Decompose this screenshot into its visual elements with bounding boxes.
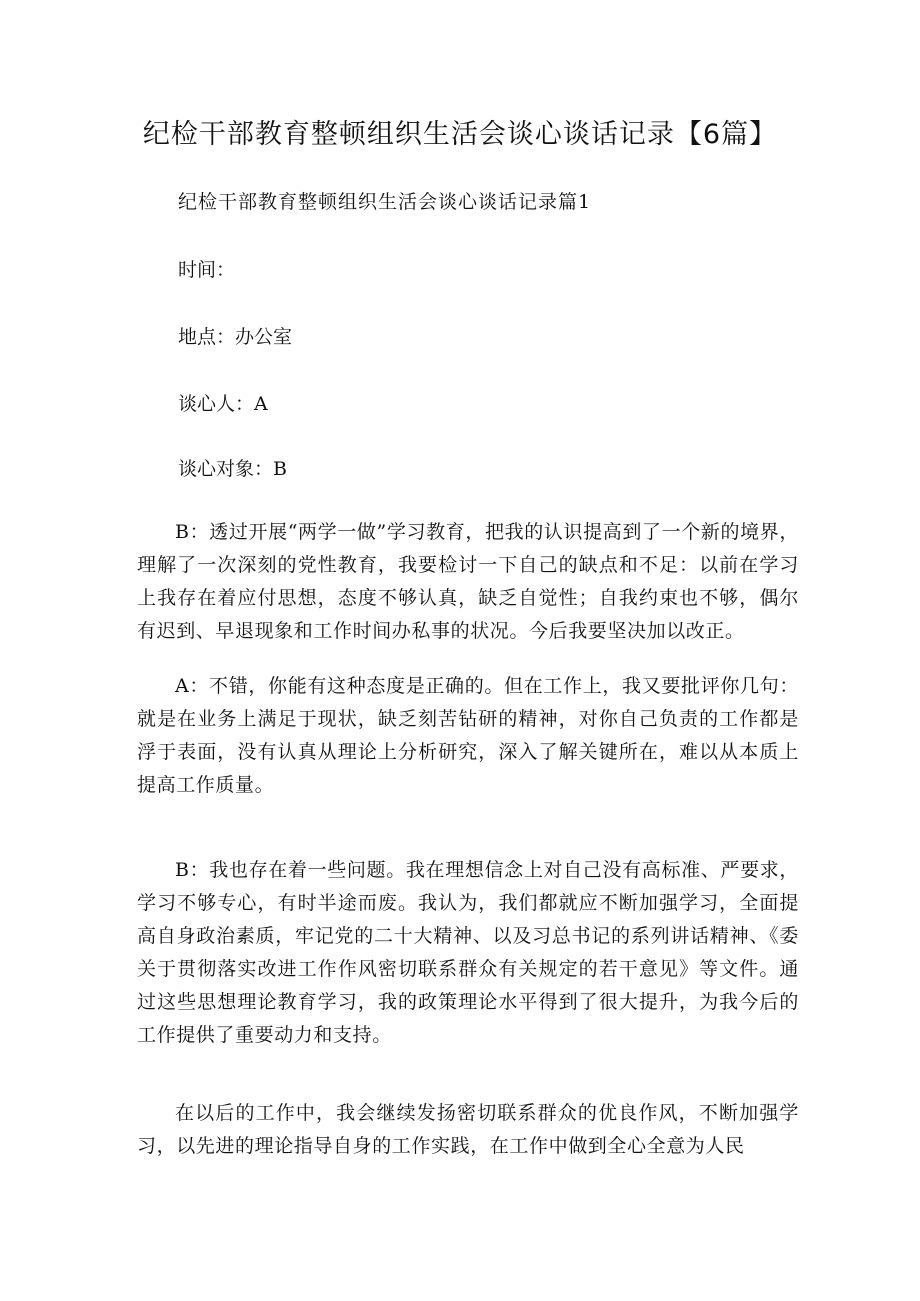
- paragraph-b-self-review: B：透过开展“两学一做”学习教育，把我的认识提高到了一个新的境界，理解了一次深刻的党性教育，我要检讨一下自己的缺点和不足：以前在学习上我存在着应付思想，态度不够认真，缺乏自觉性；自我约束也不够，偶尔有迟到、早退现象和工作时间办私事的状况。今后我要坚决加以改正。: [137, 521, 799, 642]
- paragraph-b-issues: B：我也存在着一些问题。我在理想信念上对自己没有高标准、严要求，学习不够专心，有时半途而废。我认为，我们都就应不断加强学习，全面提高自身政治素质，牢记党的二十大精神、以及习总书记的系列讲话精神、《委关于贯彻落实改进工作作风密切联系群众有关规定的若干意见》等文件。通过这些思想理论教育学习，我的政策理论水平得到了很大提升，为我今后的工作提供了重要动力和支持。: [137, 859, 799, 1046]
- field-location: 地点：办公室: [178, 326, 293, 348]
- field-speaker: 谈心人：A: [178, 393, 268, 415]
- section-subtitle: 纪检干部教育整顿组织生活会谈心谈话记录篇1: [178, 191, 592, 213]
- paragraph-a-criticism: A：不错，你能有这种态度是正确的。但在工作上，我又要批评你几句：就是在业务上满足于现状，缺乏刻苦钻研的精神，对你自己负责的工作都是浮于表面，没有认真从理论上分析研究，深入了解关键所在，难以从本质上提高工作质量。: [137, 675, 799, 796]
- document-title: 纪检干部教育整顿组织生活会谈心谈话记录【6篇】: [142, 119, 778, 150]
- field-target: 谈心对象：B: [178, 458, 287, 480]
- paragraph-future-work: 在以后的工作中，我会继续发扬密切联系群众的优良作风，不断加强学习，以先进的理论指导自身的工作实践，在工作中做到全心全意为人民: [137, 1102, 799, 1157]
- field-time: 时间：: [178, 259, 236, 281]
